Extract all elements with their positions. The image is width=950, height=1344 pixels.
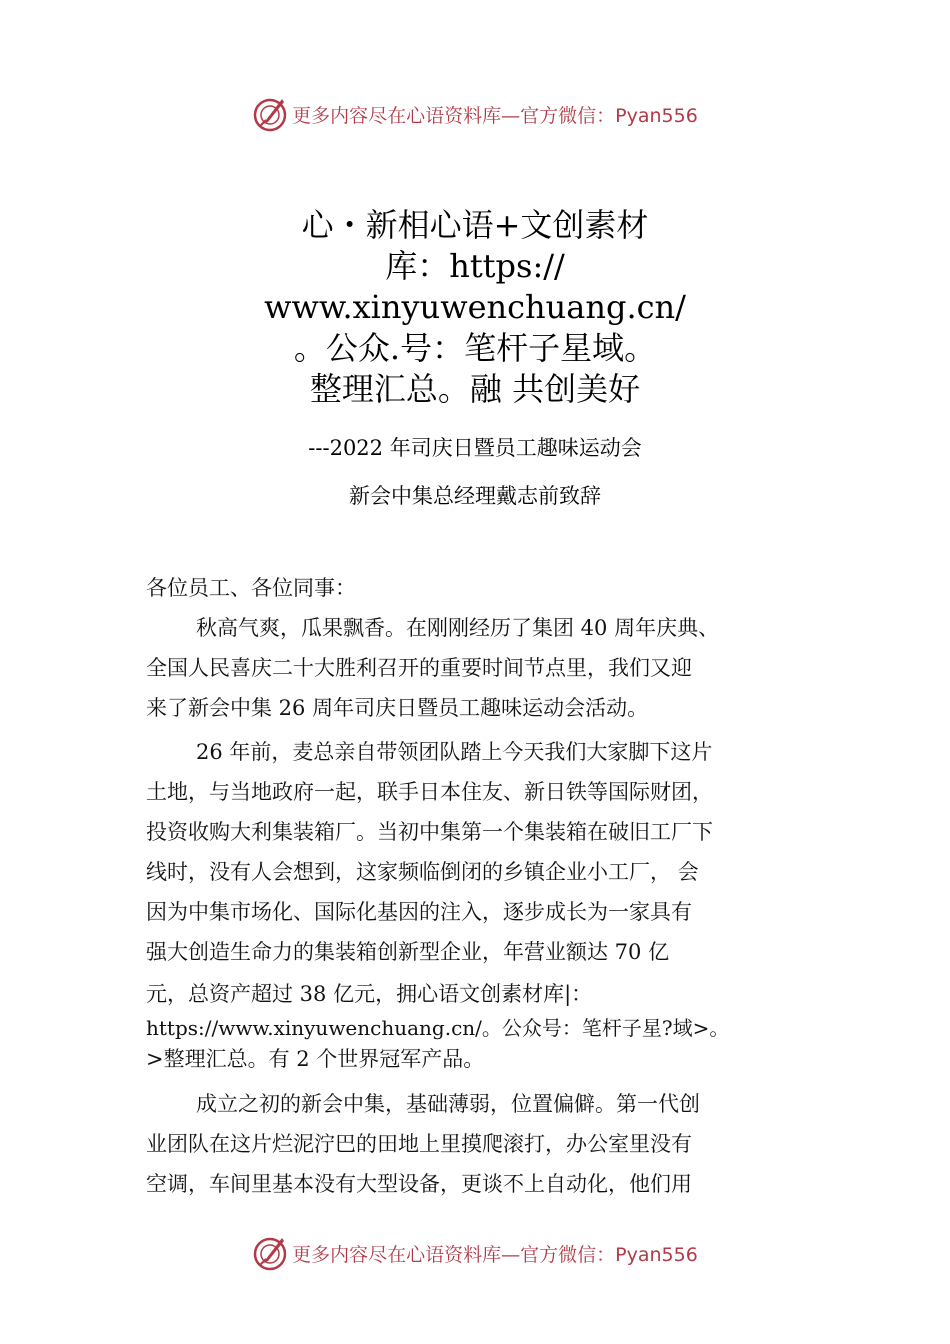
title-line: 库：https:// [385,247,565,285]
subtitle-speaker: 新会中集总经理戴志前致辞 [349,484,601,508]
body-line: 强大创造生命力的集装箱创新型企业，年营业额达 70 亿 [146,940,670,964]
body-line: 成立之初的新会中集，基础薄弱，位置偏僻。第一代创 [196,1092,700,1116]
body-line: 投资收购大利集装箱厂。当初中集第一个集装箱在破旧工厂下 [146,820,713,844]
title-line: 。公众.号：笔杆子星域。 [293,329,657,367]
title-line: 整理汇总。融 共创美好 [309,370,641,408]
header-banner [0,94,950,134]
quill-logo-icon [252,1235,288,1271]
footer-banner [0,1233,950,1273]
body-line: https://www.xinyuwenchuang.cn/。公众号：笔杆子星?域>。 [146,1016,730,1040]
subtitle-event: ---2022 年司庆日暨员工趣味运动会 [308,436,642,460]
body-line: 空调，车间里基本没有大型设备，更谈不上自动化，他们用 [146,1172,692,1196]
body-line: >整理汇总。有 2 个世界冠军产品。 [146,1047,485,1071]
banner-text: 更多内容尽在心语资料库—官方微信：Pyan556 [292,104,698,127]
title-line: 心・新相心语+文创素材 [301,206,649,244]
body-line: 线时，没有人会想到，这家频临倒闭的乡镇企业小工厂， 会 [146,860,699,884]
body-line: 秋高气爽，瓜果飘香。在刚刚经历了集团 40 周年庆典、 [196,616,720,640]
body-line: 土地，与当地政府一起，联手日本住友、新日铁等国际财团， [146,780,713,804]
body-line: 26 年前，麦总亲自带领团队踏上今天我们大家脚下这片 [196,740,713,764]
body-line: 元，总资产超过 38 亿元，拥心语文创素材库|： [146,982,593,1006]
document-title [200,205,750,410]
greeting: 各位员工、各位同事： [146,576,356,600]
title-line: www.xinyuwenchuang.cn/ [264,288,686,326]
body-line: 来了新会中集 26 周年司庆日暨员工趣味运动会活动。 [146,696,649,720]
body-line: 全国人民喜庆二十大胜利召开的重要时间节点里，我们又迎 [146,656,692,680]
body-line: 业团队在这片烂泥泞巴的田地上里摸爬滚打，办公室里没有 [146,1132,692,1156]
banner-text: 更多内容尽在心语资料库—官方微信：Pyan556 [292,1243,698,1266]
body-line: 因为中集市场化、国际化基因的注入，逐步成长为一家具有 [146,900,692,924]
quill-logo-icon [252,96,288,132]
